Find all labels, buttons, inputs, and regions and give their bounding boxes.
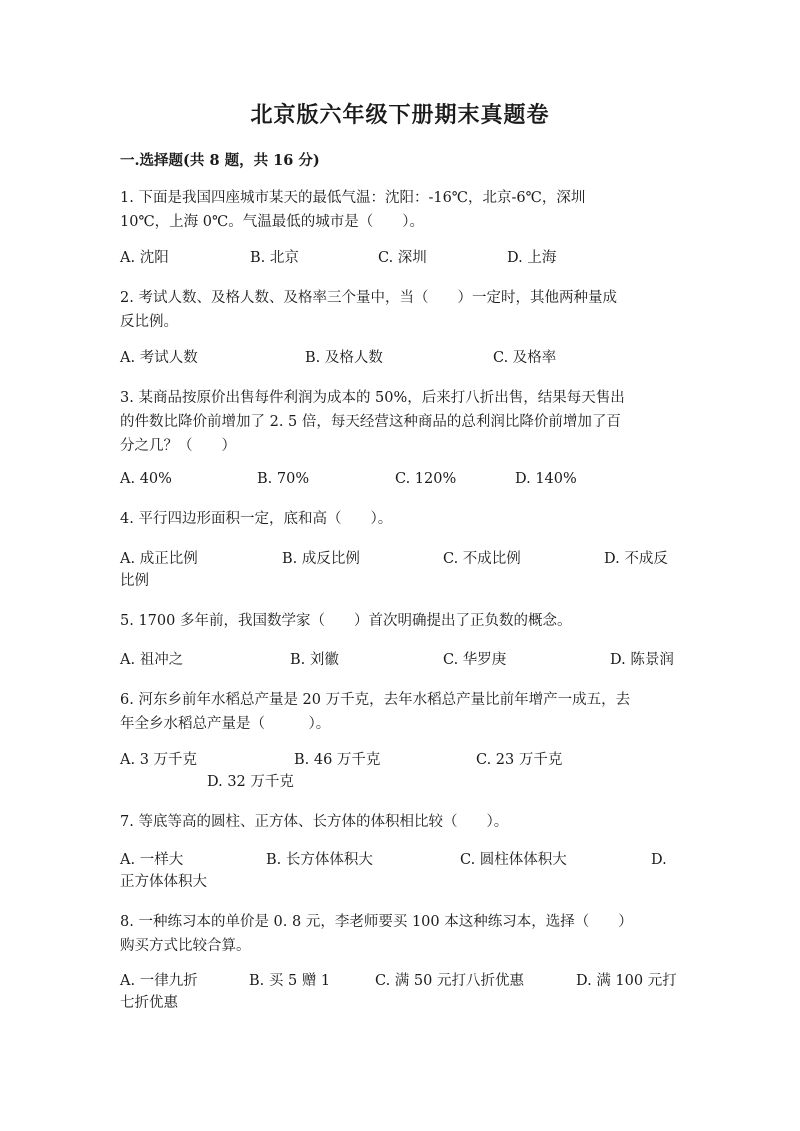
option-c: C. 圆柱体体积大 [460, 852, 567, 868]
page-title: 北京版六年级下册期末真题卷 [250, 102, 550, 128]
question-text-line: 10℃，上海 0℃。气温最低的城市是（ ）。 [120, 214, 424, 230]
option-d: D. 满 100 元打 [576, 973, 677, 989]
option-b: B. 北京 [250, 250, 299, 266]
option-b: B. 70% [257, 471, 310, 487]
option-b: B. 买 5 赠 1 [249, 973, 331, 989]
option-d: D. 32 万千克 [207, 774, 294, 790]
question-text-line: 4. 平行四边形面积一定，底和高（ ）。 [120, 511, 393, 527]
option-a: A. 成正比例 [120, 551, 198, 567]
option-d: D. 不成反 [604, 551, 668, 567]
option-d: D. 140% [515, 471, 577, 487]
option-d: D. [651, 852, 667, 868]
question-text-line: 2. 考试人数、及格人数、及格率三个量中，当（ ）一定时，其他两种量成 [120, 290, 617, 306]
option-d-wrap: 七折优惠 [120, 995, 178, 1011]
option-d-wrap: 正方体体积大 [120, 874, 207, 890]
option-b: B. 成反比例 [282, 551, 360, 567]
question-text-line: 5. 1700 多年前，我国数学家（ ）首次明确提出了正负数的概念。 [120, 613, 572, 629]
option-a: A. 考试人数 [120, 350, 198, 366]
question-text-line: 的件数比降价前增加了 2. 5 倍，每天经营这种商品的总利润比降价前增加了百 [120, 414, 621, 430]
question-text-line: 8. 一种练习本的单价是 0. 8 元，李老师要买 100 本这种练习本，选择（ ） [120, 914, 633, 930]
question-text-line: 3. 某商品按原价出售每件利润为成本的 50%，后来打八折出售，结果每天售出 [120, 390, 625, 406]
option-c: C. 及格率 [493, 350, 557, 366]
option-c: C. 华罗庚 [443, 652, 507, 668]
option-c: C. 23 万千克 [476, 752, 563, 768]
question-text-line: 购买方式比较合算。 [120, 938, 251, 954]
option-b: B. 及格人数 [305, 350, 383, 366]
question-text-line: 1. 下面是我国四座城市某天的最低气温：沈阳：-16℃，北京-6℃，深圳 [120, 190, 586, 206]
question-7 [120, 810, 680, 834]
option-a: A. 祖冲之 [120, 652, 184, 668]
question-4 [120, 507, 680, 531]
option-a: A. 沈阳 [120, 250, 169, 266]
question-2 [120, 286, 680, 334]
option-d-wrap: 比例 [120, 573, 149, 589]
option-c: C. 深圳 [378, 250, 427, 266]
section-heading: 一.选择题(共 8 题，共 16 分) [120, 152, 320, 169]
option-b: B. 46 万千克 [294, 752, 381, 768]
question-1 [120, 186, 680, 234]
option-c: C. 120% [395, 471, 457, 487]
option-b: B. 长方体体积大 [266, 852, 373, 868]
option-c: C. 不成比例 [443, 551, 521, 567]
question-text-line: 年全乡水稻总产量是（ ）。 [120, 716, 331, 732]
option-a: A. 一律九折 [120, 973, 198, 989]
question-text-line: 分之几？（ ） [120, 438, 236, 454]
question-text-line: 6. 河东乡前年水稻总产量是 20 万千克，去年水稻总产量比前年增产一成五，去 [120, 692, 631, 708]
question-8 [120, 910, 680, 958]
option-b: B. 刘徽 [290, 652, 339, 668]
question-5 [120, 609, 680, 633]
option-a: A. 3 万千克 [120, 752, 198, 768]
question-text-line: 7. 等底等高的圆柱、正方体、长方体的体积相比较（ ）。 [120, 814, 509, 830]
option-a: A. 一样大 [120, 852, 184, 868]
option-d: D. 陈景润 [610, 652, 674, 668]
question-text-line: 反比例。 [120, 314, 178, 330]
question-3 [120, 386, 680, 458]
option-c: C. 满 50 元打八折优惠 [375, 973, 524, 989]
question-6 [120, 688, 680, 736]
option-d: D. 上海 [507, 250, 557, 266]
option-a: A. 40% [120, 471, 172, 487]
